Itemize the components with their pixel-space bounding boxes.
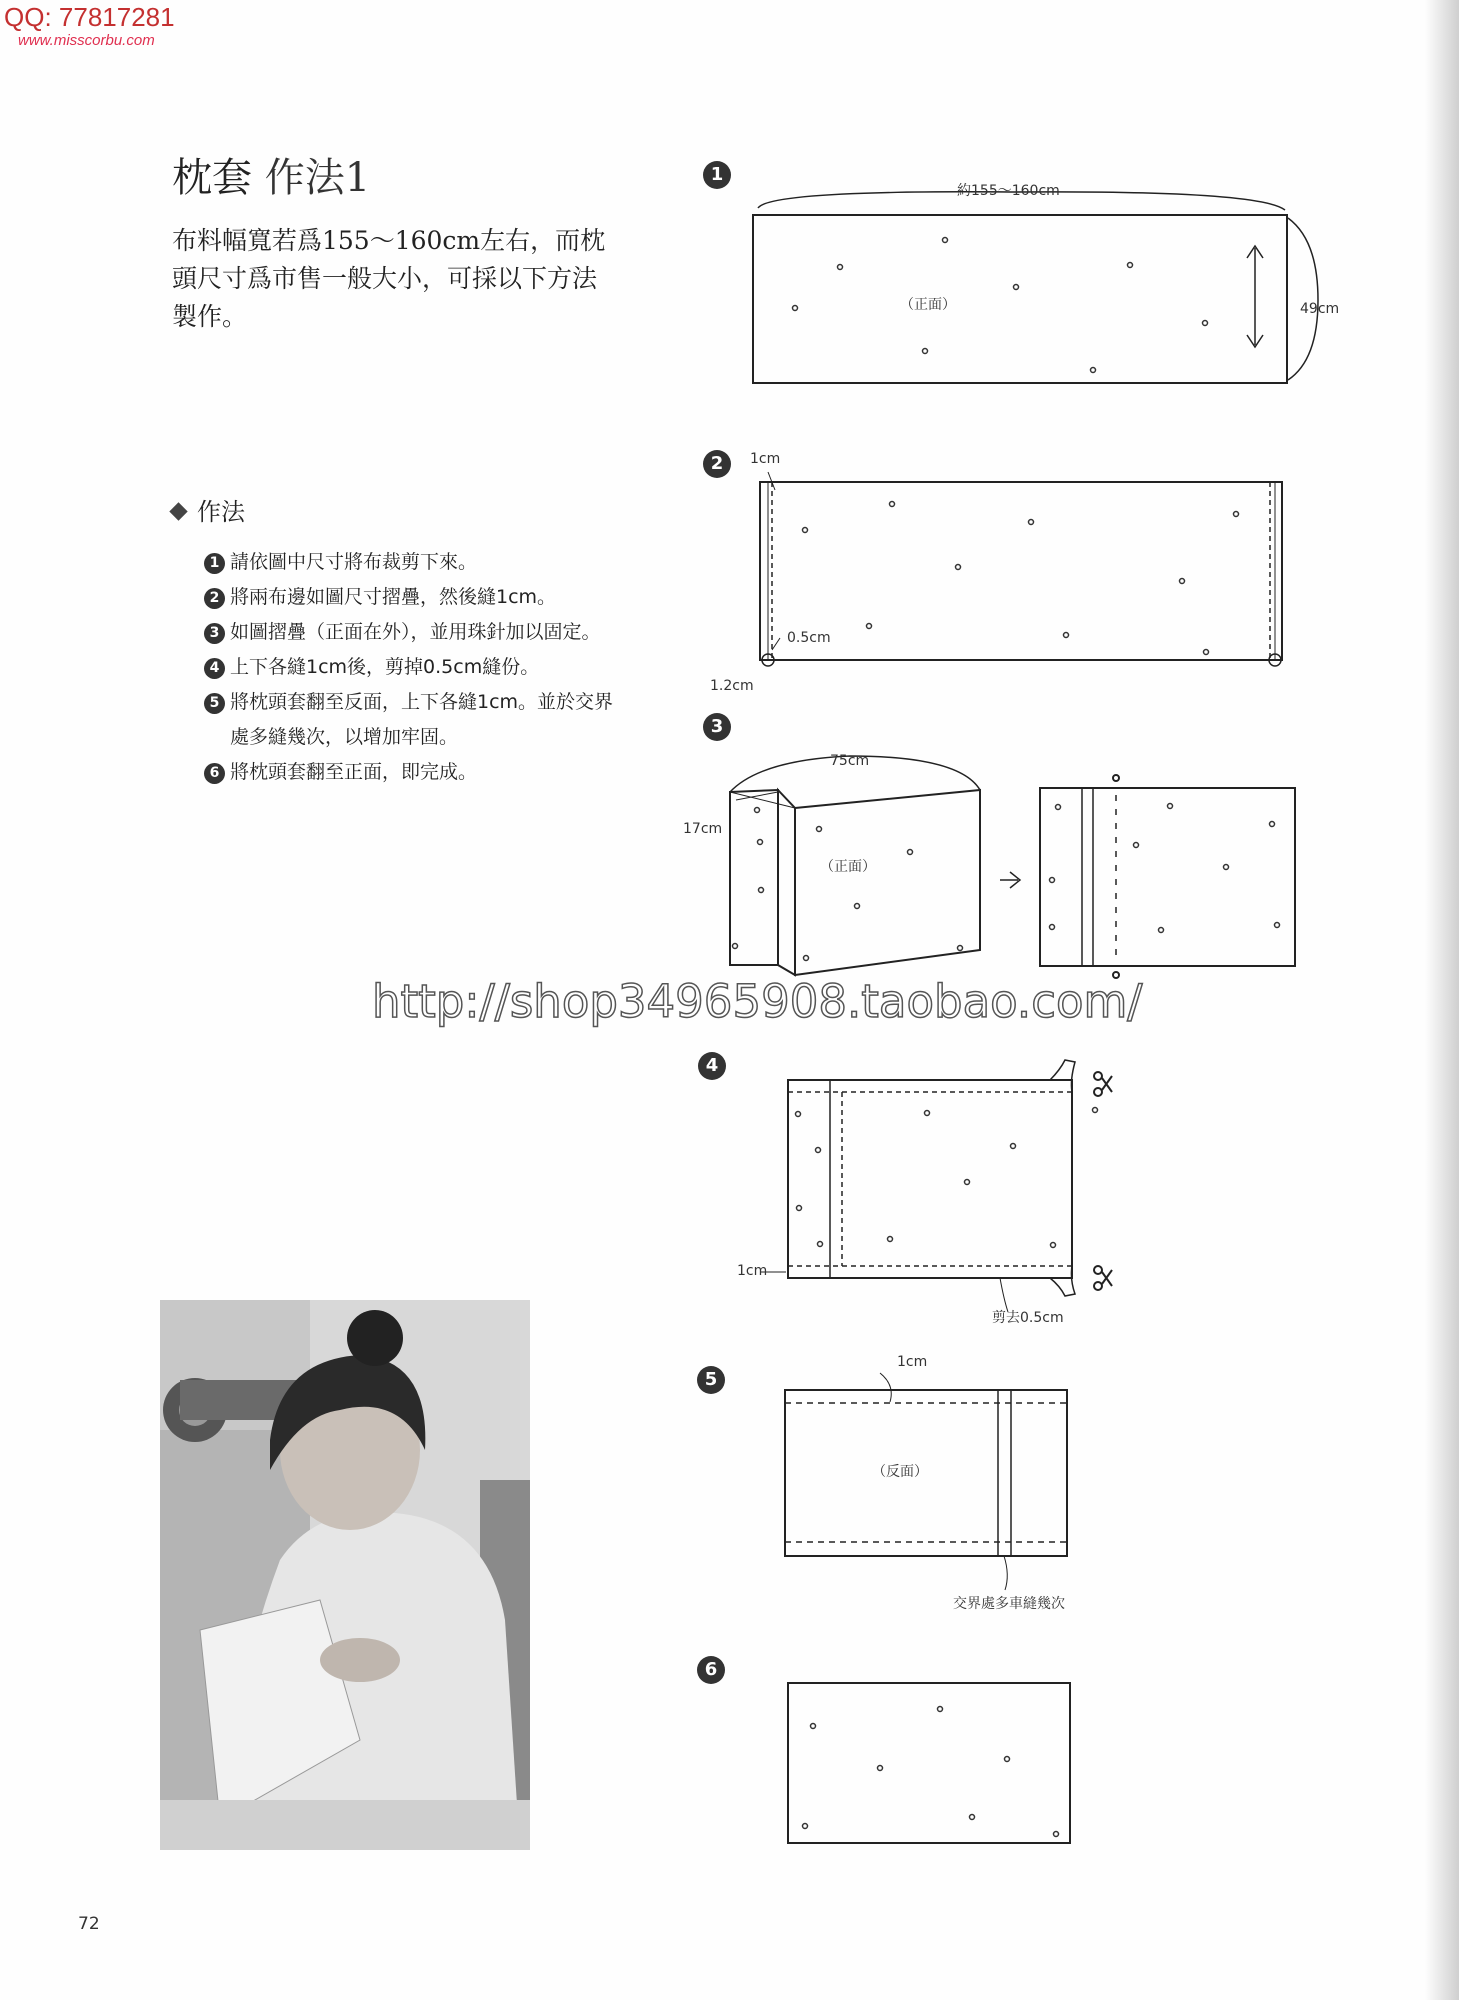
step-badge-icon: 6 bbox=[697, 1656, 725, 1684]
step-badge-icon: 5 bbox=[697, 1366, 725, 1394]
title-sub: 作法1 bbox=[264, 155, 371, 201]
watermark-site: www.misscorbu.com bbox=[18, 32, 155, 49]
step-text: 上下各縫1cm後，剪掉0.5cm縫份。 bbox=[230, 656, 540, 678]
diagram-1-fabric bbox=[753, 192, 1318, 383]
d1-face-label: （正面） bbox=[900, 297, 956, 313]
d5-face-label: （反面） bbox=[872, 1464, 928, 1480]
step-text: 將兩布邊如圖尺寸摺疊，然後縫1cm。 bbox=[230, 586, 557, 608]
d5-note-label: 交界處多車縫幾次 bbox=[953, 1596, 1065, 1612]
title-main: 枕套 bbox=[172, 155, 252, 201]
d3-fold-label: 17cm bbox=[683, 821, 723, 837]
step-number-icon: 6 bbox=[204, 763, 225, 784]
scissors-icon bbox=[1094, 1072, 1112, 1096]
diagram-6-finished bbox=[788, 1683, 1070, 1843]
step-text: 如圖摺疊（正面在外），並用珠針加以固定。 bbox=[230, 621, 601, 643]
d4-cut-label: 剪去0.5cm bbox=[992, 1310, 1064, 1326]
d3-face-label: （正面） bbox=[820, 859, 876, 875]
page-number: 72 bbox=[78, 1914, 100, 1934]
step-number-icon: 1 bbox=[204, 553, 225, 574]
step-text: 將枕頭套翻至正面，即完成。 bbox=[230, 761, 478, 783]
d4-seam-label: 1cm bbox=[737, 1263, 768, 1279]
d3-width-label: 75cm bbox=[830, 753, 870, 769]
step-number-icon: 3 bbox=[204, 623, 225, 644]
step-badge-icon: 4 bbox=[698, 1052, 726, 1080]
diagram-2-fold bbox=[760, 472, 1282, 666]
step-badge-icon: 3 bbox=[703, 713, 731, 741]
step-badge-icon: 2 bbox=[703, 450, 731, 478]
d2-edge-label: 1.2cm bbox=[710, 678, 754, 694]
diagram-4-sew bbox=[760, 1060, 1075, 1312]
d2-seam-label: 0.5cm bbox=[787, 630, 831, 646]
step-text: 請依圖中尺寸將布裁剪下來。 bbox=[230, 551, 478, 573]
d5-seam-label: 1cm bbox=[897, 1354, 928, 1370]
step-text: 將枕頭套翻至反面，上下各縫1cm。並於交界處多縫幾次，以增加牢固。 bbox=[230, 691, 614, 748]
intro-paragraph: 布料幅寬若爲155～160cm左右，而枕頭尺寸爲市售一般大小，可採以下方法製作。 bbox=[172, 226, 606, 331]
d2-fold-label: 1cm bbox=[750, 451, 781, 467]
step-badge-icon: 1 bbox=[703, 161, 731, 189]
diagram-5-inside-out bbox=[785, 1373, 1067, 1590]
section-title: 作法 bbox=[197, 498, 245, 526]
watermark-url: http://shop34965908.taobao.com/ bbox=[372, 975, 1143, 1028]
d1-height-label: 49cm bbox=[1300, 301, 1340, 317]
step-number-icon: 4 bbox=[204, 658, 225, 679]
step-number-icon: 2 bbox=[204, 588, 225, 609]
scissors-icon bbox=[1094, 1266, 1112, 1290]
watermark-qq: QQ: 77817281 bbox=[4, 2, 175, 32]
d1-width-label: 約155～160cm bbox=[957, 183, 1060, 199]
step-number-icon: 5 bbox=[204, 693, 225, 714]
